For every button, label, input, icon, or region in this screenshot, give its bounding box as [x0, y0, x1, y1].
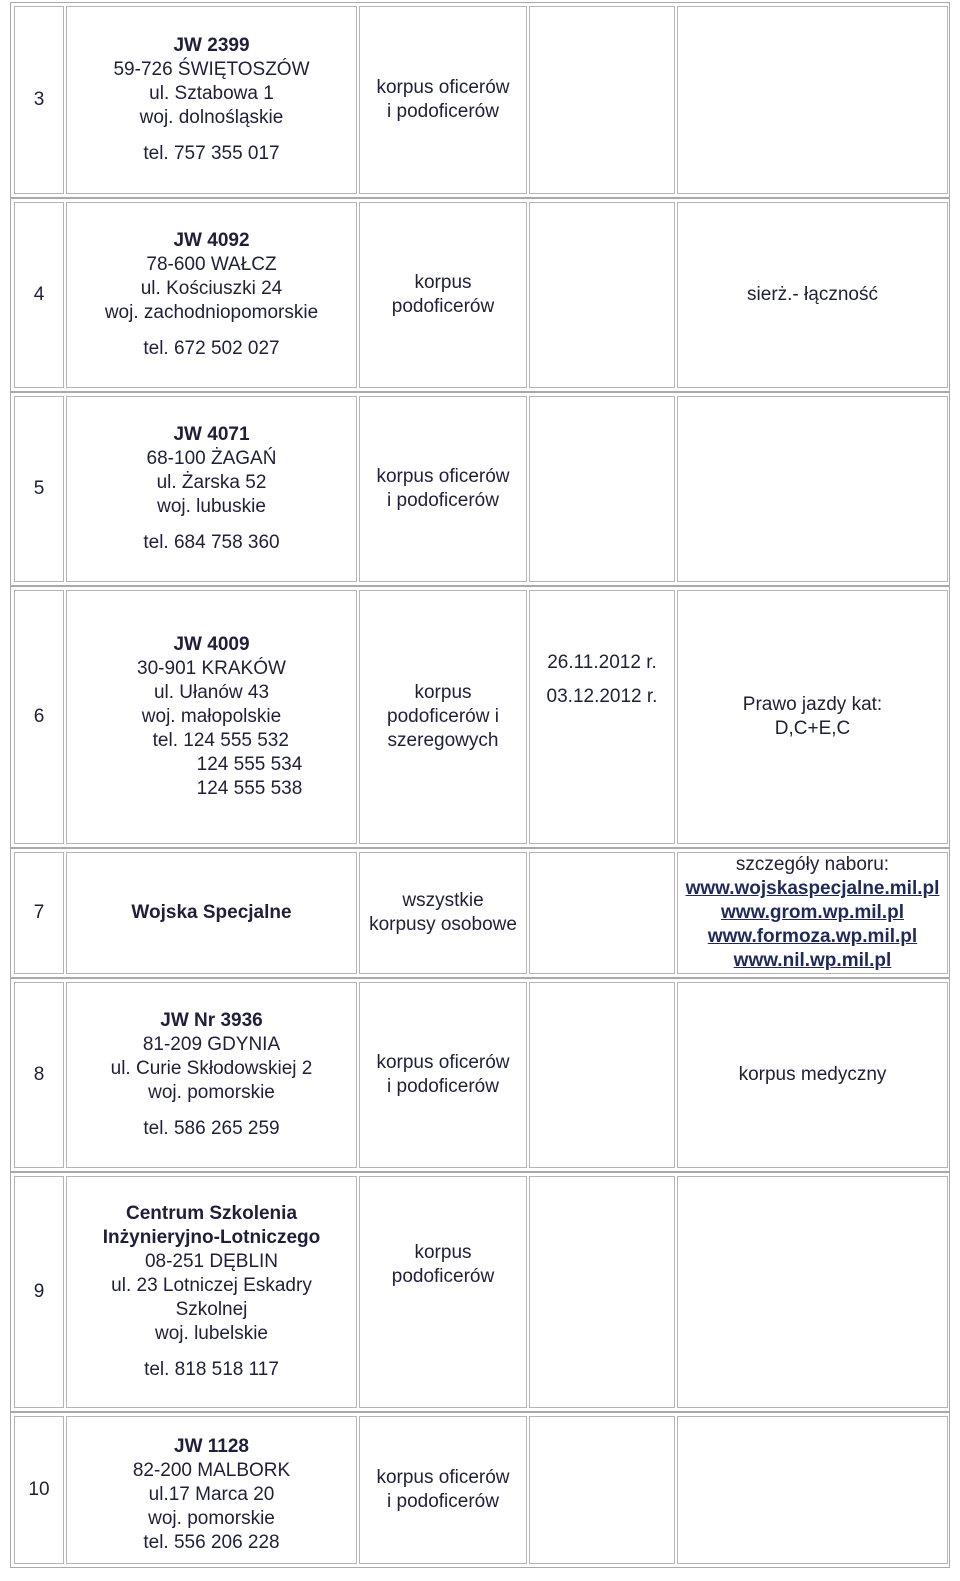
unit-street: Szkolnej — [175, 1299, 248, 1320]
unit-street: ul. Żarska 52 — [156, 472, 267, 493]
row-number-text: 4 — [33, 284, 45, 305]
unit-address — [66, 396, 357, 582]
table-row — [10, 1412, 950, 1568]
corps-type — [359, 852, 527, 974]
unit-name: JW Nr 3936 — [160, 1010, 263, 1031]
unit-street: ul. 23 Lotniczej Eskadry — [111, 1275, 312, 1296]
unit-name: Centrum Szkolenia — [125, 1203, 298, 1224]
corps-type — [359, 590, 527, 844]
unit-postal: 82-200 MALBORK — [132, 1460, 291, 1481]
row-number — [14, 202, 64, 388]
unit-address — [66, 1416, 357, 1564]
unit-street: ul. Sztabowa 1 — [149, 83, 274, 104]
recruitment-link[interactable]: www.formoza.wp.mil.pl — [707, 926, 918, 947]
unit-postal: 81-209 GDYNIA — [142, 1034, 281, 1055]
notes-cell — [677, 982, 948, 1168]
notes-text: korpus medyczny — [738, 1064, 887, 1085]
dates-cell — [529, 202, 675, 388]
table-row — [10, 1172, 950, 1412]
unit-phone: 124 555 538 — [196, 778, 303, 799]
notes-title: szczegóły naboru: — [735, 854, 890, 875]
dates-cell — [529, 982, 675, 1168]
dates-cell — [529, 1416, 675, 1564]
unit-street: ul.17 Marca 20 — [148, 1484, 275, 1505]
row-number — [14, 982, 64, 1168]
row-number — [14, 1176, 64, 1408]
row-number-text: 7 — [33, 902, 45, 923]
unit-phone: tel. 586 265 259 — [143, 1118, 280, 1139]
corps-line: korpus oficerów — [376, 77, 510, 98]
corps-line: korpusy osobowe — [369, 914, 517, 935]
unit-province: woj. dolnośląskie — [139, 107, 284, 128]
unit-street: ul. Kościuszki 24 — [140, 278, 283, 299]
table-row — [10, 978, 950, 1172]
unit-address — [66, 6, 357, 194]
row-number-text: 10 — [28, 1479, 50, 1500]
unit-phone: tel. 556 206 228 — [143, 1532, 280, 1553]
corps-line: korpus — [414, 1242, 472, 1263]
unit-address — [66, 202, 357, 388]
row-number — [14, 1416, 64, 1564]
corps-line: szeregowych — [387, 730, 499, 751]
notes-cell — [677, 590, 948, 844]
unit-address — [66, 590, 357, 844]
corps-type — [359, 982, 527, 1168]
corps-type — [359, 396, 527, 582]
row-number — [14, 6, 64, 194]
unit-postal: 78-600 WAŁCZ — [146, 254, 277, 275]
corps-line: korpus — [414, 272, 472, 293]
corps-line: i podoficerów — [387, 1491, 499, 1512]
unit-street: ul. Ułanów 43 — [153, 682, 270, 703]
recruitment-link[interactable]: www.grom.wp.mil.pl — [721, 902, 904, 923]
dates-cell — [529, 1176, 675, 1408]
corps-line: korpus oficerów — [376, 1052, 510, 1073]
table-row — [10, 2, 950, 198]
corps-type — [359, 6, 527, 194]
corps-line: podoficerów i — [387, 706, 499, 727]
row-number-text: 8 — [33, 1064, 45, 1085]
unit-province: woj. małopolskie — [141, 706, 282, 727]
notes-cell — [677, 396, 948, 582]
notes-text: D,C+E,C — [774, 718, 851, 739]
unit-province: woj. pomorskie — [148, 1082, 275, 1103]
date-start: 26.11.2012 r. — [547, 652, 657, 673]
unit-province: woj. zachodniopomorskie — [104, 302, 319, 323]
corps-line: i podoficerów — [387, 101, 499, 122]
corps-line: i podoficerów — [387, 490, 499, 511]
table-row — [10, 392, 950, 586]
notes-cell — [677, 852, 948, 974]
corps-line: wszystkie — [402, 890, 484, 911]
notes-cell — [677, 202, 948, 388]
row-number-text: 3 — [33, 89, 45, 110]
dates-cell — [529, 6, 675, 194]
table-row — [10, 848, 950, 978]
unit-province: woj. pomorskie — [148, 1508, 275, 1529]
corps-line: podoficerów — [391, 296, 495, 317]
corps-line: podoficerów — [391, 1266, 495, 1287]
unit-province: woj. lubuskie — [157, 496, 266, 517]
unit-postal: 30-901 KRAKÓW — [137, 658, 286, 679]
dates-cell — [529, 852, 675, 974]
unit-phone: tel. 818 518 117 — [144, 1359, 279, 1380]
unit-postal: 59-726 ŚWIĘTOSZÓW — [113, 59, 310, 80]
unit-phone: tel. 757 355 017 — [143, 143, 280, 164]
row-number-text: 5 — [33, 478, 45, 499]
unit-phone: tel. 684 758 360 — [143, 532, 280, 553]
dates-cell — [529, 396, 675, 582]
notes-text: sierż.- łączność — [747, 284, 878, 305]
unit-street: ul. Curie Skłodowskiej 2 — [110, 1058, 313, 1079]
notes-cell — [677, 1416, 948, 1564]
corps-line: korpus — [414, 682, 472, 703]
table-row — [10, 198, 950, 392]
unit-name: Wojska Specjalne — [131, 902, 292, 923]
corps-type — [359, 1176, 527, 1408]
unit-name: JW 4071 — [173, 424, 250, 445]
unit-phone: 124 555 534 — [196, 754, 303, 775]
recruitment-link[interactable]: www.wojskaspecjalne.mil.pl — [685, 878, 940, 899]
notes-cell — [677, 6, 948, 194]
unit-name: JW 1128 — [174, 1436, 249, 1457]
unit-address — [66, 852, 357, 974]
corps-line: korpus oficerów — [376, 466, 510, 487]
notes-text: Prawo jazdy kat: — [742, 694, 883, 715]
corps-type — [359, 1416, 527, 1564]
unit-name: Inżynieryjno-Lotniczego — [102, 1227, 321, 1248]
unit-address — [66, 1176, 357, 1408]
corps-line: korpus oficerów — [376, 1467, 510, 1488]
row-number-text: 6 — [33, 706, 45, 727]
row-number — [14, 852, 64, 974]
row-number — [14, 396, 64, 582]
corps-type — [359, 202, 527, 388]
unit-name: JW 2399 — [173, 35, 250, 56]
corps-line: i podoficerów — [387, 1076, 499, 1097]
recruitment-link[interactable]: www.nil.wp.mil.pl — [733, 950, 892, 971]
unit-phone: tel. 124 555 532 — [152, 730, 289, 751]
unit-name: JW 4092 — [173, 230, 250, 251]
unit-address — [66, 982, 357, 1168]
row-number — [14, 590, 64, 844]
unit-phone: tel. 672 502 027 — [143, 338, 280, 359]
row-number-text: 9 — [33, 1281, 45, 1302]
dates-cell — [529, 590, 675, 844]
notes-cell — [677, 1176, 948, 1408]
unit-postal: 68-100 ŻAGAŃ — [146, 448, 277, 469]
table-row — [10, 586, 950, 848]
unit-name: JW 4009 — [173, 634, 250, 655]
unit-postal: 08-251 DĘBLIN — [144, 1251, 279, 1272]
unit-province: woj. lubelskie — [155, 1323, 268, 1344]
date-end: 03.12.2012 r. — [546, 686, 658, 707]
